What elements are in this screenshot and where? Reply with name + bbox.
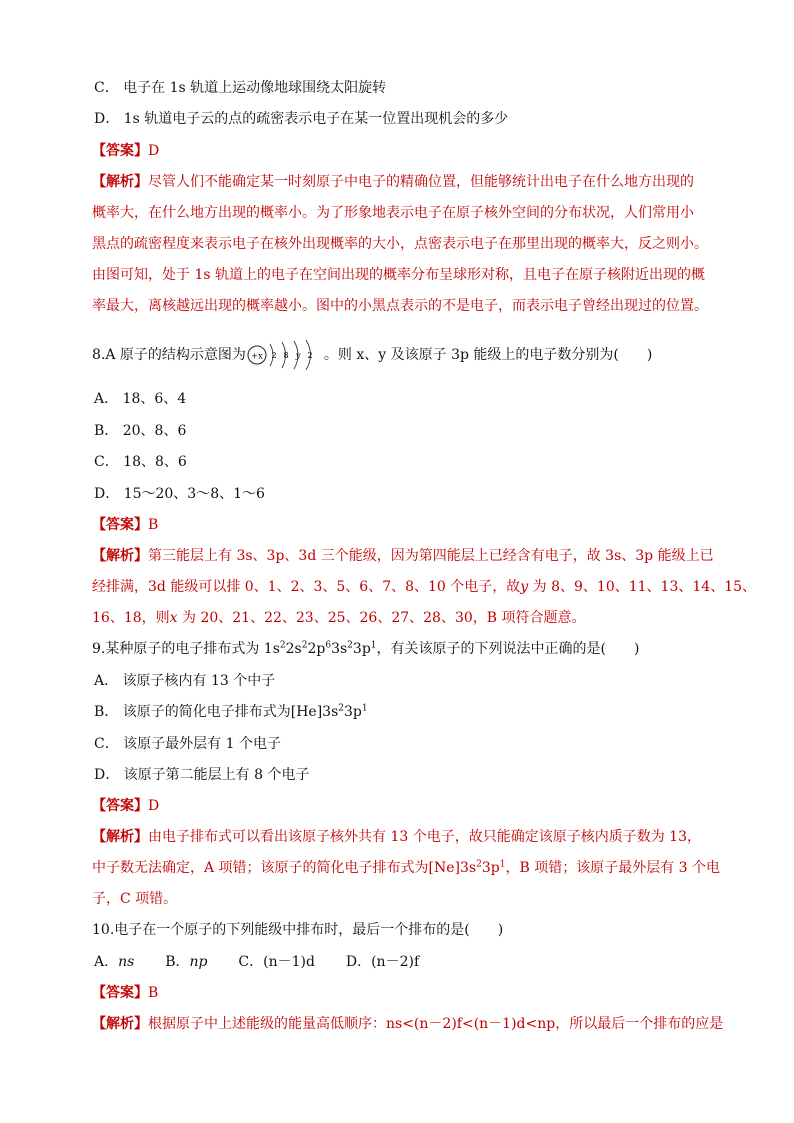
q10-option-c-label: C． [238, 954, 264, 970]
q9-option-a: A． 该原子核内有 13 个中子 [94, 673, 276, 689]
q7-explanation-line: 概率大，在什么地方出现的概率小。为了形象地表示电子在原子核外空间的分布状况，人们常用小 [92, 205, 694, 221]
q7-explanation-line: 率最大，离核越远出现的概率越小。图中的小黑点表示的不是电子，而表示电子曾经出现过的位置。 [92, 298, 708, 314]
answer-tag: 【答案】 [92, 798, 148, 814]
q9-option-c: C． 该原子最外层有 1 个电子 [94, 736, 281, 752]
nucleus-label: +x [251, 351, 263, 361]
answer-tag: 【答案】 [92, 985, 148, 1001]
q7-explanation-line: 【解析】尽管人们不能确定某一时刻原子中电子的精确位置，但能够统计出电子在什么地方出现的 [92, 174, 694, 190]
q10-explanation-line: 【解析】根据原子中上述能级的能量高低顺序：ns<(n－2)f<(n－1)d<np，所以最后一个排布的应是 [92, 1016, 724, 1032]
q8-option-a: A． 18、6、4 [94, 391, 187, 407]
answer-value: B [148, 985, 159, 1001]
shell-2-label: 8 [283, 351, 289, 360]
q8-option-c: C． 18、8、6 [94, 454, 187, 470]
q8-answer [92, 515, 712, 535]
answer-tag: 【答案】 [92, 517, 148, 533]
q8-explanation-line: 经排满，3d 能级可以排 0、1、2、3、5、6、7、8、10 个电子，故y 为 8、9、10、11、13、14、15、 [92, 579, 757, 595]
atom-structure-diagram [246, 340, 324, 370]
answer-tag: 【答案】 [92, 143, 148, 159]
q9-explanation-line: 子，C 项错。 [92, 891, 178, 907]
explanation-tag: 【解析】 [92, 1016, 148, 1032]
q7-explanation-line: 由图可知，处于 1s 轨道上的电子在空间出现的概率分布呈球形对称，且电子在原子核附近出现的概 [92, 267, 705, 283]
q10-options [94, 952, 714, 972]
q7-option-d: D． 1s 轨道电子云的点的疏密表示电子在某一位置出现机会的多少 [94, 111, 509, 127]
q10-option-b: np [189, 954, 208, 970]
answer-value: D [148, 143, 160, 159]
q10-option-b-label: B． [165, 954, 190, 970]
answer-value: B [148, 517, 159, 533]
q10-answer [92, 983, 712, 1003]
explanation-tag: 【解析】 [92, 548, 148, 564]
shell-3-label: y [295, 351, 301, 360]
q7-answer [92, 141, 712, 161]
q9-option-d: D． 该原子第二能层上有 8 个电子 [94, 767, 310, 783]
q9-explanation-line: 中子数无法确定，A 项错；该原子的简化电子排布式为$[Ne]3s^23p^1$，B 项错；该原子最外层有 3 个电 [92, 859, 721, 876]
q10-option-a-label: A． [94, 954, 119, 970]
q10-stem: 10.电子在一个原子的下列能级中排布时，最后一个排布的是( ) [92, 922, 504, 938]
q9-option-b: B． 该原子的简化电子排布式为$[He]3s^23p^1$ [94, 703, 368, 720]
q8-explanation-line: 16、18，则x 为 20、21、22、23、25、26、27、28、30，B 项符合题意。 [92, 610, 586, 626]
q7-option-c: C． 电子在 1s 轨道上运动像地球围绕太阳旋转 [94, 80, 387, 96]
q10-option-d-label: D． [345, 954, 372, 970]
shell-4-label: 2 [307, 351, 313, 360]
q10-option-a: ns [118, 954, 135, 970]
q10-option-c: (n－1)d [263, 954, 315, 970]
q10-option-d: (n－2)f [371, 954, 420, 970]
q7-explanation-line: 黑点的疏密程度来表示电子在核外出现概率的大小，点密表示电子在那里出现的概率大，反之则小。 [92, 236, 708, 252]
q8-option-b: B． 20、8、6 [94, 423, 187, 439]
q8-stem: 8.A 原子的结构示意图为 +x 2 8 y 2 。则 x、y 及该原子 3p 能级上的电子数分别为( ) [92, 340, 712, 370]
q9-stem: 9.某种原子的电子排布式为 $1s^22s^22p^63s^23p^1$，有关该原子的下列说法中正确的是( ) [92, 640, 640, 657]
explanation-tag: 【解析】 [92, 829, 148, 845]
q9-explanation-line: 【解析】由电子排布式可以看出该原子核外共有 13 个电子，故只能确定该原子核内质子数为 13， [92, 829, 701, 845]
q8-explanation-line: 【解析】第三能层上有 3s、3p、3d 三个能级，因为第四能层上已经含有电子，故 3s、3p 能级上已 [92, 548, 714, 564]
answer-value: D [148, 798, 160, 814]
shell-1-label: 2 [271, 351, 277, 360]
explanation-tag: 【解析】 [92, 174, 148, 190]
q9-answer [92, 796, 712, 816]
q8-option-d: D． 15～20、3～8、1～6 [94, 486, 265, 502]
